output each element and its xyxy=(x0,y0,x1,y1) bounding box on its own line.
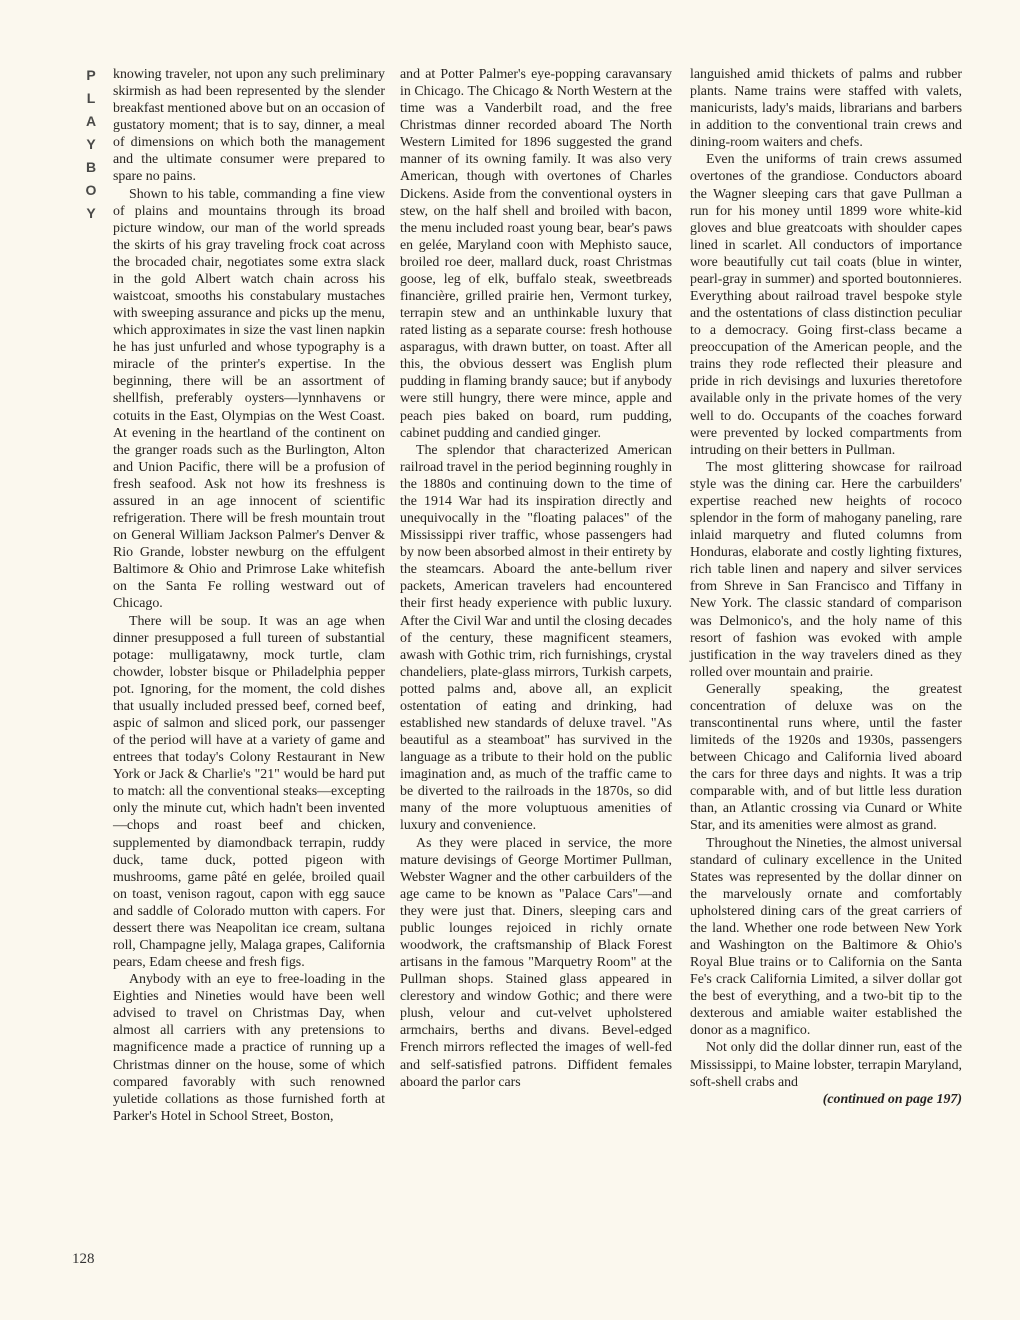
paragraph: knowing traveler, not upon any such preliminary skirmish as had been represented by the slender breakfast mentioned above but on an occasion of gustatory moment; that is to say, dinner, a meal of dimensions on which both the management and the ultimate consumer were prepared to spare no pains. xyxy=(113,67,385,185)
paragraph: The most glittering showcase for railroad style was the dining car. Here the carbuilders' expertise reached new heights of rococo splendor in the form of mahogany paneling, rare inlaid marquetry and fluted columns from Honduras, elaborate and costly lighting fixtures, rich table linen and napery and silver services from Shreve in San Francisco and Tiffany in New York. The classic standard of comparison was Delmonico's, and the holy name of this resort of fashion was evoked with ample justification in the way travelers dined as they rolled over mountain and prairie. xyxy=(690,459,962,680)
masthead-letter: L xyxy=(86,90,96,106)
masthead-letter: P xyxy=(86,67,96,83)
paragraph: The splendor that characterized American railroad travel in the period beginning roughly in the 1880s and continuing down to the time of the 1914 War had its inspiration directly and unequivocally in the "floating palaces" of the Mississippi river traffic, whose passengers had by now been absorbed almost in their entirety by the steamcars. Aboard the ante-bellum river packets, American travelers had encountered their first heady experience with public luxury. After the Civil War and until the closing decades of the century, these magnificent steamers, awash with Gothic trim, rich furnishings, crystal chandeliers, plate-glass mirrors, Turkish carpets, potted palms and, above all, an explicit ostentation of eating and drinking, had established new standards of deluxe travel. "As beautiful as a steamboat" has survived in the language as a tribute to their hold on the public imagination and, as much of the traffic came to be diverted to the railroads in the 1870s, so did many of the more voluptuous amenities of luxury and convenience. xyxy=(400,442,672,834)
paragraph: Not only did the dollar dinner run, east of the Mississippi, to Maine lobster, terrapin Maryland, soft-shell crabs and xyxy=(690,1040,962,1090)
paragraph: and at Potter Palmer's eye-popping caravansary in Chicago. The Chicago & North Western at the time was a Vanderbilt road, and the free Christmas dinner recorded aboard The North Western Limited for 1896 suggested the grand manner of its owning family. It was also very American, though with overtones of Charles Dickens. Aside from the conventional oysters in stew, on the half shell and broiled with bacon, the menu included roast young bear, bear's paws en gelée, Maryland coon with Mephisto sauce, broiled roe deer, mallard duck, roast Christmas goose, leg of elk, buffalo steak, sweetbreads financière, grilled prairie hen, Vermont turkey, terrapin stew and an unthinkable luxury that rated listing as a separate course: fresh hothouse asparagus, with drawn butter, on toast. After all this, the obvious dessert was English plum pudding in flaming brandy sauce; but if anybody were still hungry, there were mince, apple and peach pies baked on board, rum pudding, cabinet pudding and candied ginger. xyxy=(400,67,672,441)
paragraph: There will be soup. It was an age when dinner presupposed a full tureen of substantial potage: mulligatawny, mock turtle, clam chowder, lobster bisque or Philadelphia pepper pot. Ignoring, for the moment, the cold dishes that usually included pressed beef, corned beef, aspic of salmon and sliced pork, our passenger of the period will have at a variety of game and entrees that today's Colony Restaurant in New York or Jack & Charlie's "21" would be hard put to match: all the conventional steaks—excepting only the minute cut, which hadn't been invented—chops and roast beef and chicken, supplemented by diamondback terrapin, ruddy duck, tame duck, potted pigeon with mushrooms, game pâté en gelée, broiled quail on toast, venison ragout, capon with egg sauce and saddle of Colorado mutton with capers. For dessert there was Neapolitan ice cream, sultana roll, Champagne jelly, Malaga grapes, California pears, Edam cheese and fresh figs. xyxy=(113,613,385,971)
masthead-letter: B xyxy=(85,159,97,175)
text-column-3 xyxy=(690,66,962,1108)
paragraph: Shown to his table, commanding a fine view of plains and mountains through its broad picture window, our man of the world spreads the skirts of his gray traveling frock coat across the brocaded chair, negotiates some extra slack in the gold Albert watch chain across his waistcoat, smooths his constabulary mustaches with sweeping assurance and picks up the menu, which approximates in size the vast linen napkin he has just unfurled and whose typography is a miracle of the printer's expertise. In the beginning, there will be an assortment of shellfish, preferably oysters—lynnhavens or cotuits in the East, Olympias on the West Coast. At evening in the heartland of the continent on the granger roads such as the Burlington, Alton and Union Pacific, there will be a profusion of fresh seafood. Ask not how its freshness is assured in an age innocent of scientific refrigeration. There will be fresh mountain trout on General William Jackson Palmer's Denver & Rio Grande, lobster newburg on the effulgent Baltimore & Ohio and Primrose Lake whitefish on the Santa Fe rolling westward out of Chicago. xyxy=(113,186,385,612)
masthead-letter: Y xyxy=(86,205,96,221)
paragraph: languished amid thickets of palms and rubber plants. Name trains were staffed with valets, manicurists, lady's maids, librarians and barbers in addition to the conventional train crews and dining-room waiters and chefs. xyxy=(690,67,962,151)
text-column-1 xyxy=(113,66,385,1125)
paragraph: As they were placed in service, the more mature devisings of George Mortimer Pullman, Webster Wagner and the other carbuilders of the age came to be known as "Palace Cars"—and they were just that. Diners, sleeping cars and public lounges rejoiced in richly ornate woodwork, the craftsmanship of Black Forest artisans in the famous "Marquetry Room" at the Pullman shops. Stained glass appeared in clerestory and window Gothic; and there were plush, velour and cut-velvet upholstered armchairs, berths and divans. Bevel-edged French mirrors reflected the images of well-fed and self-satisfied patrons. Diffident females aboard the parlor cars xyxy=(400,835,672,1090)
masthead-letter: A xyxy=(85,113,97,129)
paragraph: Anybody with an eye to free-loading in the Eighties and Nineties would have been well advised to travel on Christmas Day, when almost all carriers with any pretensions to magnificence made a practice of running up a Christmas dinner on the house, some of which compared favorably with such renowned yuletide collations as those furnished forth at Parker's Hotel in School Street, Boston, xyxy=(113,972,385,1124)
page-number: 128 xyxy=(72,1251,95,1267)
paragraph: Throughout the Nineties, the almost universal standard of culinary excellence in the United States was represented by the dollar dinner on the marvelously ornate and comfortably upholstered dining cars of the great carriers of the land. Whether one rode between New York and Washington on the Baltimore & Ohio's Royal Blue trains or to California on the Santa Fe's crack California Limited, a silver dollar got the best of everything, and a two-bit tip to the dexterous and amiable waiter established the donor as a magnifico. xyxy=(690,835,962,1039)
paragraph: Generally speaking, the greatest concentration of deluxe was on the transcontinental runs where, until the faster limiteds of the 1920s and 1930s, passengers between Chicago and California lived aboard the cars for three days and nights. It was a trip comparable with, and of but little less duration than, an Atlantic crossing via Cunard or White Star, and its amenities were almost as grand. xyxy=(690,681,962,834)
playboy-masthead xyxy=(80,64,102,225)
masthead-letter: O xyxy=(85,182,97,198)
text-column-2 xyxy=(400,66,672,1091)
paragraph: Even the uniforms of train crews assumed overtones of the grandiose. Conductors aboard the Wagner sleeping cars that gave Pullman a run for his money until 1899 wore white-kid gloves and blue greatcoats with shoulder capes lined in scarlet. All conductors of importance wore beautifully cut tail coats (blue in winter, pearl-gray in summer) and sported boutonnieres. Everything about railroad travel bespoke style and the ostentations of class distinction peculiar to a democracy. Going first-class became a preoccupation of the American people, and the trains they rode reflected their pleasure and pride in rich devisings and luxuries theretofore available only in the private homes of the very well to do. Occupants of the coaches forward were prevented by locked compartments from intruding on their betters in Pullman. xyxy=(690,152,962,458)
masthead-letter: Y xyxy=(86,136,96,152)
continued-on-note: (continued on page 197) xyxy=(822,1091,962,1107)
